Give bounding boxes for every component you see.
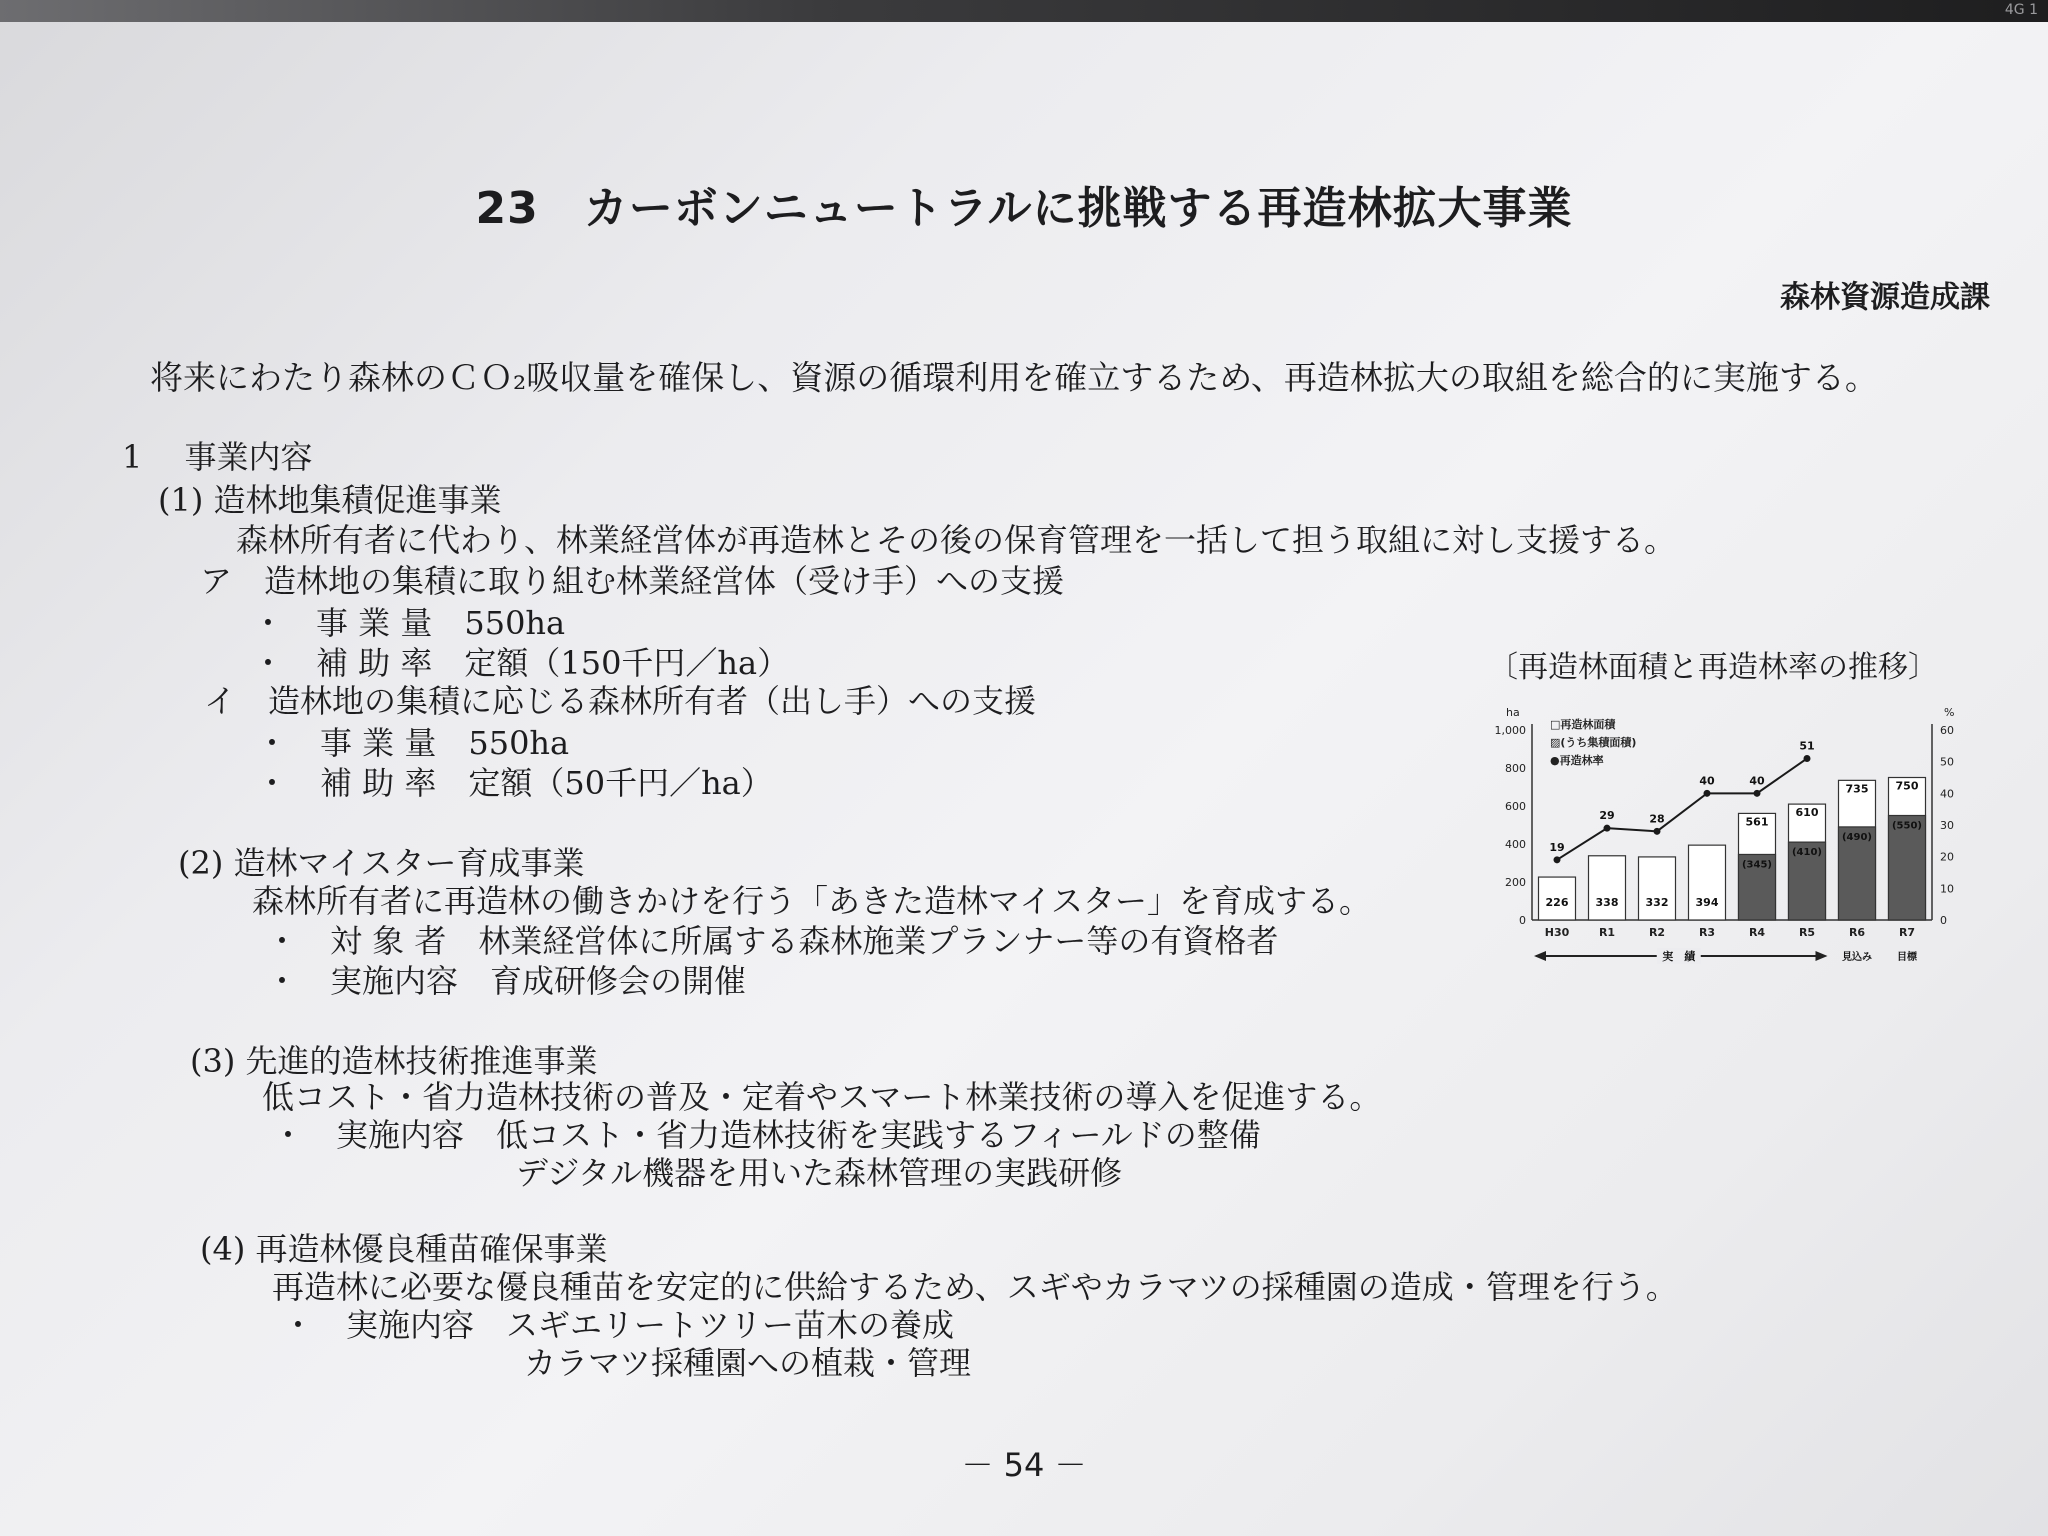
rate-label-R2: 28: [1649, 812, 1665, 826]
item2-target: ・ 対 象 者 林業経営体に所属する森林施業プランナー等の有資格者: [266, 922, 1279, 960]
reforestation-chart: [1480, 640, 2000, 980]
x-tick-R7: R7: [1898, 926, 1916, 939]
item1-a-rate: ・ 補 助 率 定額（150千円／ha）: [252, 644, 790, 682]
rate-point-H30: [1554, 856, 1561, 863]
period-label-actual: 実 績: [1662, 950, 1696, 963]
item2-heading: (2) 造林マイスター育成事業: [178, 844, 585, 882]
bar-label-R3: 394: [1695, 896, 1719, 909]
x-tick-R1: R1: [1598, 926, 1616, 939]
arrow-head-right: [1816, 951, 1828, 961]
item1-i-rate: ・ 補 助 率 定額（50千円／ha）: [256, 764, 773, 802]
bar-label-R2: 332: [1645, 896, 1669, 909]
y-tick-right: 10: [1940, 882, 1954, 896]
y-tick-right: 20: [1940, 850, 1954, 864]
lead-paragraph: 将来にわたり森林のＣＯ₂吸収量を確保し、資源の循環利用を確立するため、再造林拡大の取組を総合的に実施する。: [150, 358, 1878, 397]
x-tick-R5: R5: [1798, 926, 1816, 939]
rate-label-R3: 40: [1699, 774, 1715, 788]
chart-svg: [1480, 692, 2000, 992]
y-tick-left: 200: [1505, 876, 1526, 889]
legend-item: ●再造林率: [1550, 754, 1604, 767]
bar-label-R4: 561: [1745, 815, 1769, 829]
item1-i-volume: ・ 事 業 量 550ha: [256, 724, 570, 762]
item3-description: 低コスト・省力造林技術の普及・定着やスマート林業技術の導入を促進する。: [262, 1078, 1382, 1116]
item4-content-1: ・ 実施内容 スギエリートツリー苗木の養成: [282, 1306, 955, 1344]
x-tick-R6: R6: [1848, 926, 1866, 939]
page-number: － 54 －: [961, 1446, 1087, 1484]
item3-heading: (3) 先進的造林技術推進事業: [190, 1042, 598, 1080]
item4-content-2: カラマツ採種園への植栽・管理: [524, 1344, 972, 1382]
bar-area-R1: [1589, 856, 1626, 920]
rate-point-R3: [1704, 790, 1711, 797]
rate-label-R1: 29: [1599, 809, 1615, 823]
department-name: 森林資源造成課: [1780, 280, 1990, 315]
rate-point-R2: [1654, 828, 1661, 835]
item1-a-volume: ・ 事 業 量 550ha: [252, 604, 566, 642]
bar-label-R1: 338: [1595, 896, 1619, 909]
period-label-forecast: 見込み: [1842, 952, 1872, 963]
item1-description: 森林所有者に代わり、林業経営体が再造林とその後の保育管理を一括して担う取組に対し支援する。: [236, 521, 1677, 559]
item4-description: 再造林に必要な優良種苗を安定的に供給するため、スギやカラマツの採種園の造成・管理を行う。: [272, 1268, 1678, 1306]
item2-description: 森林所有者に再造林の働きかけを行う「あきた造林マイスター」を育成する。: [252, 882, 1372, 920]
section-heading: 1 事業内容: [122, 438, 313, 476]
y-tick-right: 30: [1940, 819, 1954, 832]
bar-area-R2: [1639, 857, 1676, 920]
item3-content-2: デジタル機器を用いた森林管理の実践研修: [516, 1154, 1123, 1192]
bar-label-R5: 610: [1795, 806, 1819, 820]
x-tick-R4: R4: [1748, 926, 1766, 939]
x-tick-R3: R3: [1698, 926, 1716, 939]
y-tick-left: 1,000: [1494, 724, 1526, 737]
y-tick-right: 50: [1940, 755, 1954, 769]
chart-title: 〔再造林面積と再造林率の推移〕: [1488, 650, 1938, 685]
stack-label-R7: (550): [1891, 820, 1923, 832]
item2-content: ・ 実施内容 育成研修会の開催: [266, 962, 747, 1000]
rate-label-R5: 51: [1799, 739, 1815, 753]
arrow-head-left: [1534, 951, 1546, 961]
y-tick-left: 0: [1519, 914, 1526, 927]
x-tick-R2: R2: [1648, 926, 1666, 939]
item1-i-heading: イ 造林地の集積に応じる森林所有者（出し手）への支援: [204, 682, 1037, 720]
item4-heading: (4) 再造林優良種苗確保事業: [200, 1230, 608, 1268]
x-tick-H30: H30: [1544, 926, 1570, 939]
stack-label-R6: (490): [1841, 831, 1873, 843]
y-tick-left: 600: [1505, 800, 1526, 813]
rate-label-R4: 40: [1749, 774, 1765, 788]
y-axis-right-unit: %: [1944, 706, 1955, 719]
y-tick-right: 40: [1940, 787, 1954, 801]
rate-point-R1: [1604, 825, 1611, 832]
page-title: 23 カーボンニュートラルに挑戦する再造林拡大事業: [475, 183, 1573, 234]
item1-heading: (1) 造林地集積促進事業: [158, 481, 502, 519]
legend-item: ▨(うち集積面積): [1550, 736, 1637, 749]
bar-label-H30: 226: [1545, 896, 1569, 909]
y-tick-left: 800: [1505, 762, 1526, 775]
signal-status: 4G 1: [2004, 2, 2038, 18]
bar-label-R7: 750: [1895, 779, 1919, 793]
y-axis-left-unit: ha: [1506, 706, 1520, 719]
rate-point-R4: [1754, 790, 1761, 797]
item3-content-1: ・ 実施内容 低コスト・省力造林技術を実践するフィールドの整備: [272, 1116, 1261, 1154]
rate-label-H30: 19: [1549, 840, 1565, 854]
legend-item: □再造林面積: [1550, 718, 1616, 731]
period-label-target: 目標: [1897, 952, 1917, 963]
y-tick-left: 400: [1505, 838, 1526, 851]
bar-label-R6: 735: [1845, 782, 1869, 796]
y-tick-right: 60: [1940, 724, 1954, 737]
stack-label-R5: (410): [1791, 847, 1823, 859]
y-tick-right: 0: [1940, 914, 1947, 927]
item1-a-heading: ア 造林地の集積に取り組む林業経営体（受け手）への支援: [200, 562, 1065, 600]
rate-point-R5: [1804, 755, 1811, 762]
stack-label-R4: (345): [1741, 859, 1773, 871]
